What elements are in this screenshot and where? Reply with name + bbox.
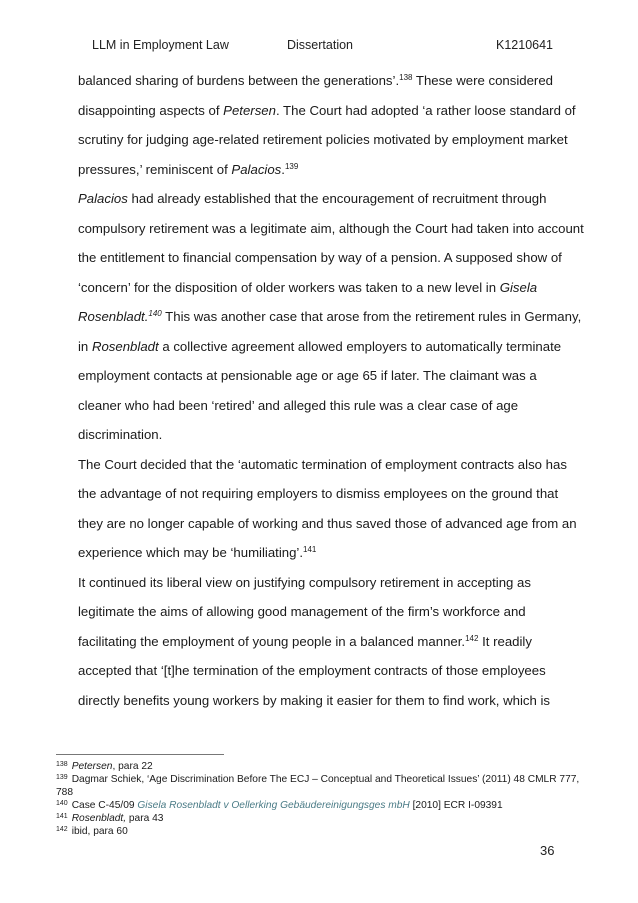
footnote-ref: 140 (148, 309, 162, 318)
body-line: It continued its liberal view on justifying compulsory retirement in accepting as (78, 574, 531, 590)
body-line: pressures,’ reminiscent of Palacios.$^{139}$ (78, 161, 299, 177)
header-course: LLM in Employment Law (92, 38, 229, 52)
body-line: accepted that ‘[t]he termination of the employment contracts of those employees (78, 663, 546, 678)
body-line: Rosenbladt.$^{140}$ This was another case that arose from the retirement rules in Germany, (78, 309, 582, 324)
body-line: compulsory retirement was a legitimate aim, although the Court had taken into account (78, 220, 584, 236)
body-line: legitimate the aims of allowing good management of the firm’s workforce and (78, 604, 526, 619)
header-doc-type: Dissertation (287, 38, 353, 52)
footnotes (56, 760, 580, 838)
header-student-id: K1210641 (496, 38, 554, 52)
body-line: scrutiny for judging age-related retirement policies motivated by employment market (78, 132, 568, 147)
footnote-ref: 139 (284, 161, 299, 171)
footnote-separator (56, 754, 224, 755)
body-text (78, 66, 584, 715)
body-line: employment contacts at pensionable age or age 65 if later. The claimant was a (78, 368, 537, 383)
body-line: disappointing aspects of Petersen. The Court had adopted ‘a rather loose standard of (78, 102, 576, 118)
case-link[interactable]: Gisela Rosenbladt v Oellerking Gebäudereinigungsges mbH (137, 800, 410, 811)
body-line: the advantage of not requiring employers to dismiss employees on the ground that (78, 486, 559, 501)
footnote-139-continued: 788 (56, 787, 73, 798)
footnote-ref: 138 (399, 73, 413, 82)
body-line: experience which may be ‘humiliating’.$^{141}$ (78, 545, 317, 560)
page-number: 36 (540, 843, 555, 858)
body-line: The Court decided that the ‘automatic termination of employment contracts also has (78, 456, 567, 472)
body-line: cleaner who had been ‘retired’ and alleged this rule was a clear case of age (78, 397, 519, 413)
page-header (0, 38, 638, 54)
footnote-141: $^{141}$ Rosenbladt, para 43 (56, 813, 164, 824)
body-line: the entitlement to financial compensation by way of a pension. A supposed show of (78, 250, 562, 265)
body-line: Palacios had already established that the encouragement of recruitment through (78, 191, 547, 206)
footnote-142: $^{142}$ ibid, para 60 (56, 826, 128, 837)
footnote-140: $^{140}$ Case C-45/09 Gisela Rosenbladt v Oellerking Gebäudereinigungsges mbH [2010] ECR I-09391 (56, 800, 503, 811)
footnote-138: $^{138}$ Petersen, para 22 (56, 761, 153, 772)
body-line: facilitating the employment of young people in a balanced manner.$^{142}$ It readily (78, 633, 532, 649)
body-line: they are no longer capable of working and thus saved those of advanced age from an (78, 515, 577, 531)
footnote-139: $^{139}$ Dagmar Schiek, ‘Age Discrimination Before The ECJ – Conceptual and Theoretical Issues’ (2011) 48 CMLR 777, (56, 774, 580, 785)
footnote-ref: 142 (465, 633, 479, 643)
body-line: directly benefits young workers by making it easier for them to find work, which is (78, 692, 551, 708)
body-line: in Rosenbladt a collective agreement allowed employers to automatically terminate (78, 338, 562, 354)
footnote-ref: 141 (303, 545, 317, 554)
body-line: discrimination. (78, 427, 163, 442)
body-line: balanced sharing of burdens between the generations’.$^{138}$ These were considered (78, 73, 553, 88)
body-line: ‘concern’ for the disposition of older workers was taken to a new level in Gisela (78, 279, 538, 295)
